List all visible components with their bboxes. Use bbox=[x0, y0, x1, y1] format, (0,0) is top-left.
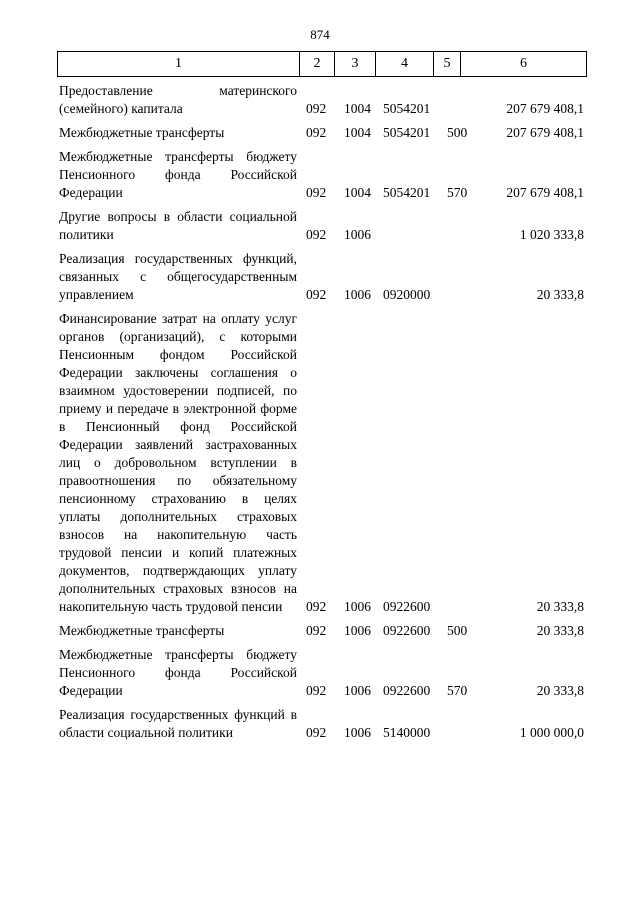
column-header-3: 3 bbox=[335, 52, 376, 77]
row-amount: 207 679 408,1 bbox=[506, 125, 584, 140]
row-code-ministry: 092 bbox=[306, 287, 327, 302]
row-code-ministry: 092 bbox=[306, 623, 327, 638]
row-description: Другие вопросы в области социальной политики bbox=[59, 209, 297, 242]
row-code-section: 1006 bbox=[344, 287, 371, 302]
budget-table-body bbox=[0, 82, 640, 742]
row-code-expense-type: 500 bbox=[447, 125, 468, 140]
row-code-section: 1004 bbox=[344, 101, 371, 116]
table-row bbox=[0, 124, 640, 142]
table-row bbox=[0, 250, 640, 304]
row-amount: 1 020 333,8 bbox=[519, 227, 584, 242]
table-row bbox=[0, 208, 640, 244]
row-amount: 1 000 000,0 bbox=[519, 725, 584, 740]
row-code-target: 0922600 bbox=[383, 683, 431, 698]
row-code-target: 0920000 bbox=[383, 287, 431, 302]
row-code-expense-type: 570 bbox=[447, 185, 468, 200]
row-code-ministry: 092 bbox=[306, 101, 327, 116]
row-amount: 20 333,8 bbox=[536, 683, 584, 698]
table-row bbox=[0, 706, 640, 742]
row-code-expense-type: 500 bbox=[447, 623, 468, 638]
row-code-ministry: 092 bbox=[306, 125, 327, 140]
table-row bbox=[0, 310, 640, 616]
row-description: Межбюджетные трансферты bbox=[59, 623, 225, 638]
row-code-section: 1006 bbox=[344, 227, 371, 242]
row-code-section: 1006 bbox=[344, 599, 371, 614]
row-code-section: 1006 bbox=[344, 725, 371, 740]
row-code-target: 0922600 bbox=[383, 599, 431, 614]
row-description: Межбюджетные трансферты бюджету Пенсионного фонда Российской Федерации bbox=[59, 647, 297, 698]
row-amount: 207 679 408,1 bbox=[506, 101, 584, 116]
column-header-6: 6 bbox=[461, 52, 587, 77]
row-code-section: 1006 bbox=[344, 623, 371, 638]
row-description: Межбюджетные трансферты bbox=[59, 125, 225, 140]
row-amount: 20 333,8 bbox=[536, 623, 584, 638]
row-code-target: 5054201 bbox=[383, 101, 431, 116]
row-code-ministry: 092 bbox=[306, 725, 327, 740]
table-row bbox=[0, 148, 640, 202]
column-header-2: 2 bbox=[300, 52, 335, 77]
row-code-section: 1004 bbox=[344, 125, 371, 140]
row-code-expense-type: 570 bbox=[447, 683, 468, 698]
row-code-section: 1006 bbox=[344, 683, 371, 698]
column-header-4: 4 bbox=[376, 52, 434, 77]
row-description: Реализация государственных функций, связанных с общегосударственным управлением bbox=[59, 251, 297, 302]
row-description: Межбюджетные трансферты бюджету Пенсионного фонда Российской Федерации bbox=[59, 149, 297, 200]
row-code-target: 5140000 bbox=[383, 725, 431, 740]
row-code-ministry: 092 bbox=[306, 599, 327, 614]
row-description: Реализация государственных функций в области социальной политики bbox=[59, 707, 297, 740]
row-amount: 207 679 408,1 bbox=[506, 185, 584, 200]
table-row bbox=[0, 622, 640, 640]
column-header-1: 1 bbox=[58, 52, 300, 77]
table-row bbox=[0, 646, 640, 700]
row-amount: 20 333,8 bbox=[536, 599, 584, 614]
page-number: 874 bbox=[310, 27, 330, 42]
row-code-target: 5054201 bbox=[383, 125, 431, 140]
row-description: Финансирование затрат на оплату услуг органов (организаций), с которыми Пенсионным фондом Российской Федерации заключены соглашения о взаимном удостоверении подписей, по приему и передаче в электронной форме в Пенсионный фонд Российской Федерации заявлений застрахованных лиц о добровольном вступлении в правоотношения по обязательному пенсионному страхованию в целях уплаты дополнительных страховых взносов на накопительную часть трудовой пенсии и копий платежных документов, подтверждающих уплату дополнительных страховых взносов на накопительную часть трудовой пенсии bbox=[59, 311, 297, 614]
column-header-row bbox=[57, 51, 587, 77]
table-row bbox=[0, 82, 640, 118]
row-description: Предоставление материнского (семейного) капитала bbox=[59, 83, 297, 116]
row-code-ministry: 092 bbox=[306, 683, 327, 698]
row-code-ministry: 092 bbox=[306, 227, 327, 242]
column-header-5: 5 bbox=[434, 52, 461, 77]
row-amount: 20 333,8 bbox=[536, 287, 584, 302]
row-code-target: 0922600 bbox=[383, 623, 431, 638]
row-code-ministry: 092 bbox=[306, 185, 327, 200]
row-code-section: 1004 bbox=[344, 185, 371, 200]
row-code-target: 5054201 bbox=[383, 185, 431, 200]
